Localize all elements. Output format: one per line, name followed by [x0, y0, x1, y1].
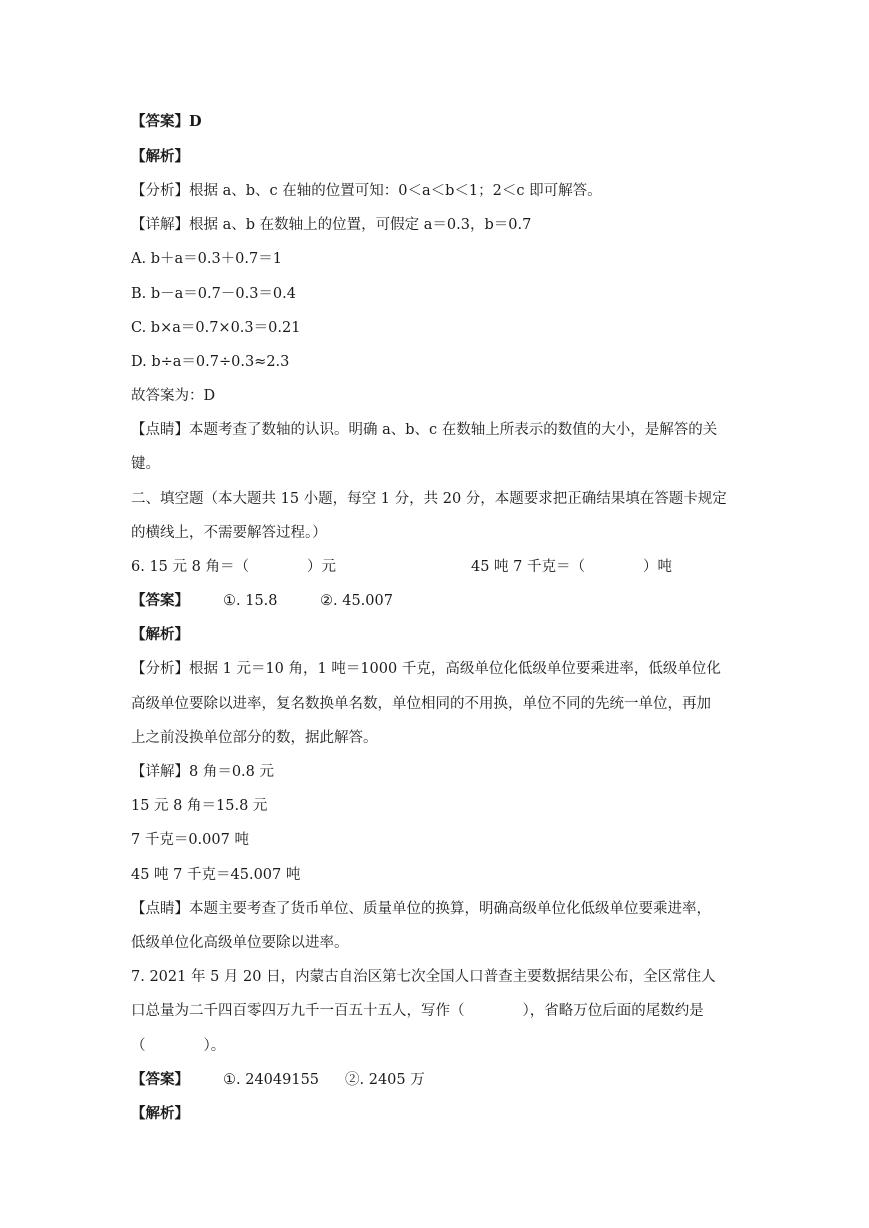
section-title-line-2: 的横线上，不需要解答过程。） — [131, 525, 327, 541]
q6-right: 45 吨 7 千克＝（ ）吨 — [471, 559, 673, 575]
analysis-heading: 【解析】 — [131, 148, 189, 165]
q7-analysis-heading: 【解析】 — [131, 1105, 189, 1122]
q6-answer-2: ②. 45.007 — [320, 593, 393, 609]
xiangjie-line: 【详解】根据 a、b 在数轴上的位置，可假定 a＝0.3，b＝0.7 — [131, 217, 532, 233]
q6-dianjing-line-1: 【点睛】本题主要考查了货币单位、质量单位的换算，明确高级单位化低级单位要乘进率， — [131, 901, 711, 917]
dianjing-line-1: 【点睛】本题考查了数轴的认识。明确 a、b、c 在数轴上所表示的数值的大小，是解答的关 — [131, 422, 718, 438]
q6-answer — [131, 591, 731, 611]
q7-answer — [131, 1070, 731, 1090]
q7-line-1: 7. 2021 年 5 月 20 日，内蒙古自治区第七次全国人口普查主要数据结果公布，全区常住人 — [131, 969, 716, 985]
q7-line-3: （ ）。 — [131, 1038, 226, 1054]
q6-fenxi-line-1: 【分析】根据 1 元＝10 角，1 吨＝1000 千克，高级单位化低级单位要乘进率，低级单位化 — [131, 661, 721, 677]
q7-answer-1: ①. 24049155 — [223, 1072, 320, 1088]
conclusion-line: 故答案为：D — [131, 388, 216, 404]
option-c: C. b×a＝0.7×0.3＝0.21 — [131, 320, 301, 336]
dianjing-line-2: 键。 — [131, 456, 160, 472]
q6-step-1: 15 元 8 角＝15.8 元 — [131, 798, 268, 814]
q6-step-2: 7 千克＝0.007 吨 — [131, 832, 249, 848]
q6-fenxi-line-3: 上之前没换单位部分的数，据此解答。 — [131, 730, 378, 746]
q6-fenxi-line-2: 高级单位要除以进率，复名数换单名数，单位相同的不用换，单位不同的先统一单位，再加 — [131, 696, 711, 712]
fenxi-line: 【分析】根据 a、b、c 在轴的位置可知：0＜a＜b＜1；2＜c 即可解答。 — [131, 183, 602, 199]
q6-answer-1: ①. 15.8 — [223, 593, 278, 609]
q6-dianjing-line-2: 低级单位化高级单位要除以进率。 — [131, 935, 349, 951]
q6-answer-label: 【答案】 — [131, 592, 189, 609]
option-b: B. b－a＝0.7－0.3＝0.4 — [131, 286, 296, 302]
answer-line: 【答案】D — [131, 113, 202, 130]
option-a: A. b＋a＝0.3＋0.7＝1 — [131, 251, 282, 267]
q7-line-2: 口总量为二千四百零四万九千一百五十五人，写作（ ），省略万位后面的尾数约是 — [131, 1003, 704, 1019]
q7-answer-2: ②. 2405 万 — [345, 1072, 425, 1088]
q6-xiangjie-line: 【详解】8 角＝0.8 元 — [131, 764, 275, 780]
q6-analysis-heading: 【解析】 — [131, 626, 189, 643]
q6-question — [131, 557, 731, 577]
q6-left: 6. 15 元 8 角＝（ ）元 — [131, 559, 336, 575]
section-title-line-1: 二、填空题（本大题共 15 小题，每空 1 分，共 20 分，本题要求把正确结果填在答题卡规定 — [131, 491, 727, 507]
q7-answer-label: 【答案】 — [131, 1071, 189, 1088]
option-d: D. b÷a＝0.7÷0.3≈2.3 — [131, 354, 290, 370]
q6-step-3: 45 吨 7 千克＝45.007 吨 — [131, 867, 301, 883]
